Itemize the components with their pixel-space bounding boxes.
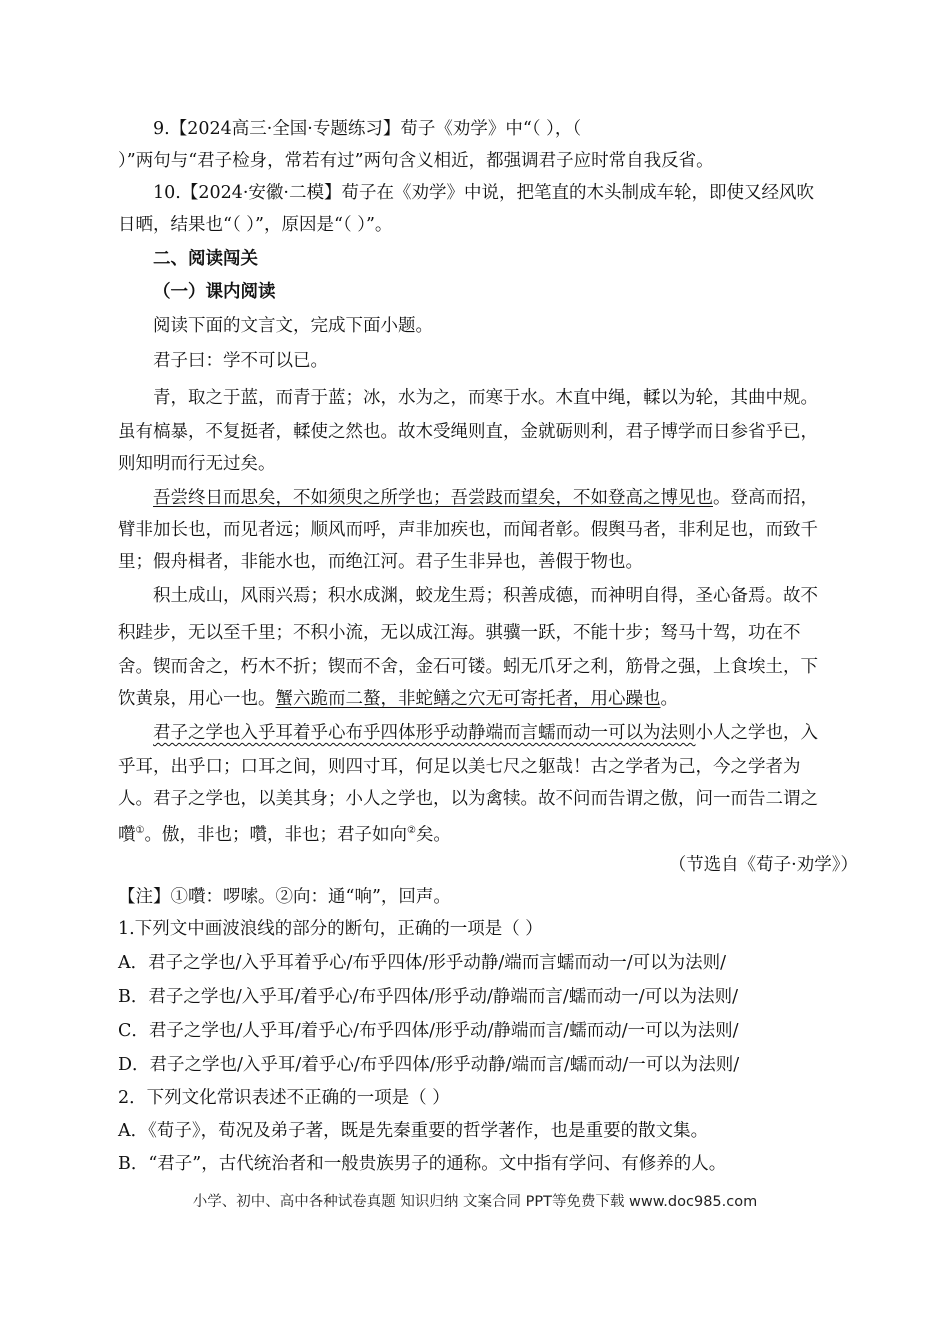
question-2-stem: 2．下列文化常识表述不正确的一项是（ ） [118,1088,450,1108]
passage-text: 矣。 [415,824,451,845]
passage-p2-line-3: 里；假舟楫者，非能水也，而绝江河。君子生非异也，善假于物也。 [118,552,643,572]
passage-p4-line-3: 人。君子之学也，以美其身；小人之学也，以为禽犊。故不问而告谓之傲，问一而告二谓之 [118,789,818,809]
section-title: 二、阅读闯关 [153,249,258,269]
passage-text: 。登高而招， [713,488,818,508]
passage-p4-line-4 [118,820,858,846]
passage-text: 饮黄泉，用心一也。 [118,689,276,709]
footnote-marker: ① [135,825,145,836]
question-10-line-2: 日晒，结果也“（ ）”，原因是“（ ）”。 [118,215,393,235]
passage-opening: 君子曰：学不可以已。 [153,351,328,371]
annotation-note: 【注】①囋：啰嗦。②向：通“响”，回声。 [118,887,451,907]
passage-p3-line-2: 积跬步，无以至千里；不积小流，无以成江海。骐骥一跃，不能十步；驽马十驾，功在不 [118,623,801,643]
passage-p1-line-3: 则知明而行无过矣。 [118,454,276,474]
underlined-sentence: 蟹六跪而二螯，非蛇鳝之穴无可寄托者，用心躁也 [275,689,661,709]
question-1-option-a: A．君子之学也/入乎耳着乎心/布乎四体/形乎动静/端而言蠕而动一/可以为法则/ [118,953,727,973]
underlined-sentence: 吾尝终日而思矣，不如须臾之所学也；吾尝跂而望矣，不如登高之博见也 [153,488,713,508]
question-1-stem: 1.下列文中画波浪线的部分的断句，正确的一项是（ ） [118,919,543,939]
question-9-line-2: ）”两句与“君子检身，常若有过”两句含义相近，都强调君子应时常自我反省。 [118,151,714,171]
passage-p1-line-1: 青，取之于蓝，而青于蓝；冰，水为之，而寒于水。木直中绳，輮以为轮，其曲中规。 [153,388,818,408]
question-1-option-c: C．君子之学也/人乎耳/着乎心/布乎四体/形乎动/静端而言/蠕而动/一可以为法则/ [118,1021,739,1041]
passage-p4-line-2: 乎耳，出乎口；口耳之间，则四寸耳，何足以美七尺之躯哉！古之学者为己，今之学者为 [118,757,801,777]
question-10-line-1: 10.【2024·安徽·二模】荀子在《劝学》中说，把笔直的木头制成车轮，即使又经风吹 [153,183,814,203]
passage-p3-line-3: 舍。锲而舍之，朽木不折；锲而不舍，金石可镂。蚓无爪牙之利，筋骨之强，上食埃土，下 [118,657,818,677]
passage-p3-line-1: 积土成山，风雨兴焉；积水成渊，蛟龙生焉；积善成德，而神明自得，圣心备焉。故不 [153,586,818,606]
question-9-line-1: 9.【2024高三·全国·专题练习】荀子《劝学》中“（ ），（ [153,119,582,139]
page-footer: 小学、初中、高中各种试卷真题 知识归纳 文案合同 PPT等免费下载 www.doc985.com [192,1194,758,1210]
question-2-option-a: A．《荀子》，荀况及弟子著，既是先秦重要的哲学著作，也是重要的散文集。 [118,1121,709,1141]
passage-p3-line-4 [118,688,858,710]
passage-text: 。傲，非也；囋，非也；君子如向 [144,824,407,845]
section-subtitle: （一）课内阅读 [153,282,276,302]
passage-p1-line-2: 虽有槁暴，不复挺者，輮使之然也。故木受绳则直，金就砺则利，君子博学而日参省乎已， [118,422,818,442]
passage-text: 。 [660,689,678,709]
passage-p4-line-1 [153,722,893,744]
passage-p2-line-2: 臂非加长也，而见者远；顺风而呼，声非加疾也，而闻者彰。假舆马者，非利足也，而致千 [118,520,818,540]
passage-text: 小人之学也，入 [695,723,818,743]
passage-source: （节选自《荀子·劝学》） [668,855,858,875]
question-1-option-b: B．君子之学也/入乎耳/着乎心/布乎四体/形乎动/静端而言/蠕而动一/可以为法则/ [118,987,739,1007]
instruction: 阅读下面的文言文，完成下面小题。 [153,316,433,336]
passage-text: 囋 [118,824,136,845]
wavy-underlined-sentence: 君子之学也入乎耳着乎心布乎四体形乎动静端而言蠕而动一可以为法则 [153,723,696,743]
question-1-option-d: D．君子之学也/入乎耳/着乎心/布乎四体/形乎动静/端而言/蠕而动/一可以为法则/ [118,1055,740,1075]
passage-p2-line-1 [153,487,893,509]
question-2-option-b: B．“君子”，古代统治者和一般贵族男子的通称。文中指有学问、有修养的人。 [118,1154,727,1174]
footnote-marker: ② [406,825,416,836]
